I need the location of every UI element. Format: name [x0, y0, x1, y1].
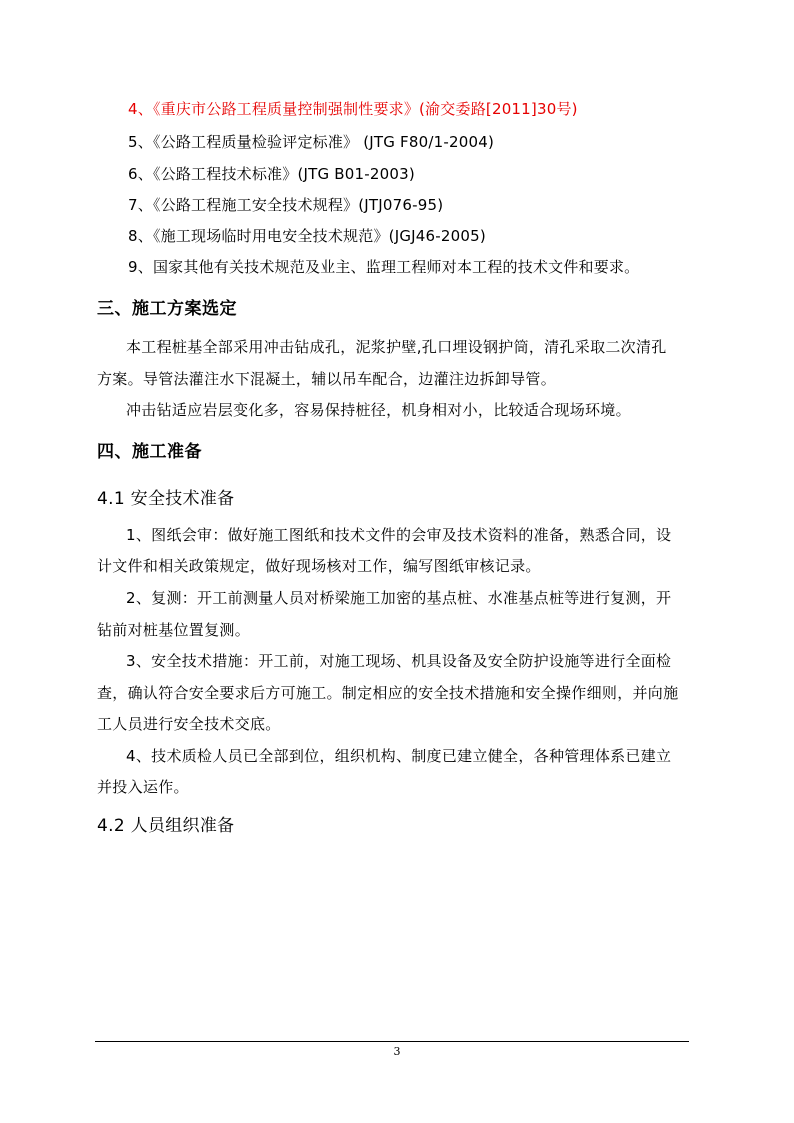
footer-divider — [95, 1041, 689, 1042]
paragraph-line: 本工程桩基全部采用冲击钻成孔，泥浆护壁,孔口埋设钢护筒，清孔采取二次清孔 — [126, 338, 667, 356]
paragraph-line: 并投入运作。 — [97, 778, 189, 796]
paragraph-line: 3、安全技术措施：开工前，对施工现场、机具设备及安全防护设施等进行全面检 — [126, 652, 672, 670]
reference-item: 8、《施工现场临时用电安全技术规范》(JGJ46-2005) — [128, 227, 486, 245]
paragraph-line: 工人员进行安全技术交底。 — [97, 715, 281, 733]
reference-item: 9、国家其他有关技术规范及业主、监理工程师对本工程的技术文件和要求。 — [128, 258, 640, 276]
reference-item: 6、《公路工程技术标准》(JTG B01-2003) — [128, 165, 415, 183]
reference-item: 5、《公路工程质量检验评定标准》 (JTG F80/1-2004) — [128, 133, 494, 151]
paragraph-line: 冲击钻适应岩层变化多，容易保持桩径，机身相对小，比较适合现场环境。 — [126, 401, 631, 419]
paragraph-line: 计文件和相关政策规定，做好现场核对工作，编写图纸审核记录。 — [97, 557, 541, 575]
subsection-heading: 4.2 人员组织准备 — [97, 816, 235, 836]
paragraph-line: 查，确认符合安全要求后方可施工。制定相应的安全技术措施和安全操作细则，并向施 — [97, 684, 679, 702]
subsection-heading: 4.1 安全技术准备 — [97, 489, 235, 509]
paragraph-line: 方案。导管法灌注水下混凝土，辅以吊车配合，边灌注边拆卸导管。 — [97, 370, 557, 388]
reference-item: 7、《公路工程施工安全技术规程》(JTJ076-95) — [128, 196, 444, 214]
paragraph-line: 1、图纸会审：做好施工图纸和技术文件的会审及技术资料的准备，熟悉合同，设 — [126, 526, 672, 544]
paragraph-line: 2、复测：开工前测量人员对桥梁施工加密的基点桩、水准基点桩等进行复测，开 — [126, 589, 672, 607]
section-heading: 四、施工准备 — [97, 442, 202, 462]
paragraph-line: 4、技术质检人员已全部到位，组织机构、制度已建立健全，各种管理体系已建立 — [126, 747, 672, 765]
paragraph-line: 钻前对桩基位置复测。 — [97, 621, 251, 639]
reference-item: 4、《重庆市公路工程质量控制强制性要求》(渝交委路[2011]30号) — [128, 100, 578, 118]
section-heading: 三、施工方案选定 — [97, 299, 237, 319]
page-number: 3 — [393, 1045, 401, 1058]
